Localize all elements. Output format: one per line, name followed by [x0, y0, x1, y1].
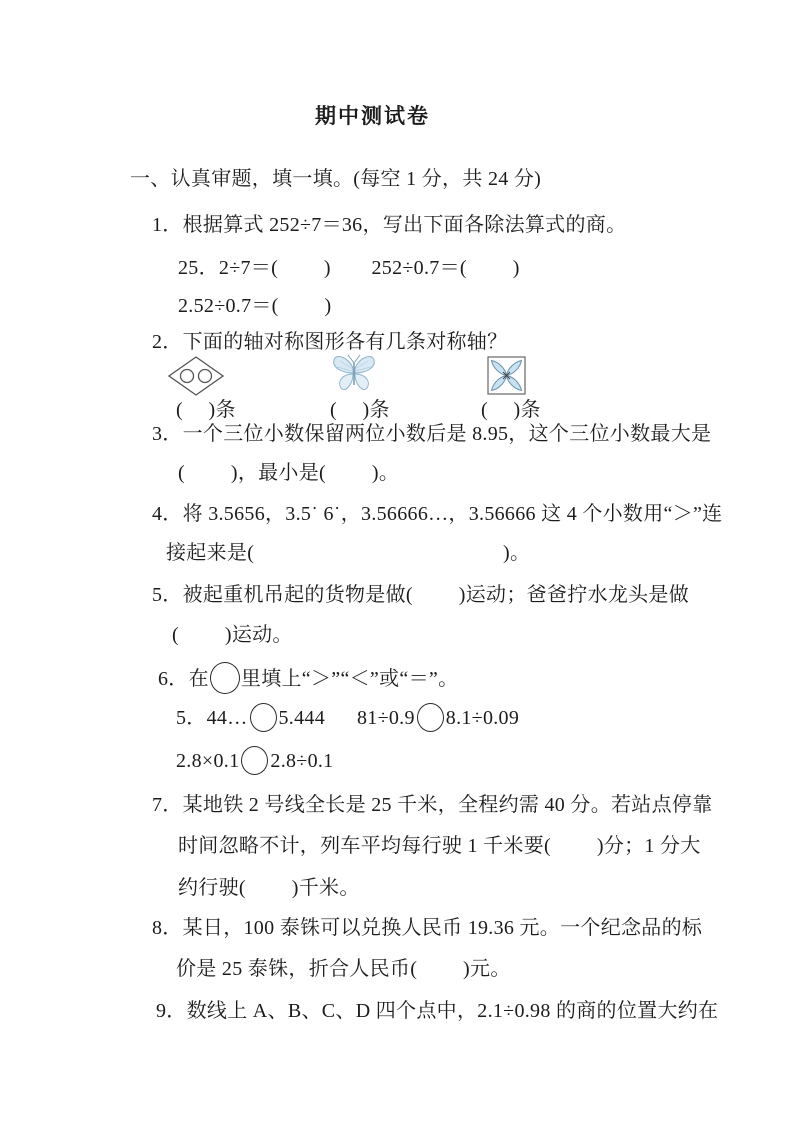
section-1-heading: 一、认真审题，填一填。(每空 1 分，共 24 分) [130, 168, 542, 190]
question-6-intro-pre: 6．在 [158, 668, 209, 690]
question-6-line-1 [158, 662, 458, 694]
question-7-line-1: 7．某地铁 2 号线全长是 25 千米，全程约需 40 分。若站点停靠 [152, 794, 713, 816]
question-5-line-2: ( )运动。 [172, 624, 293, 646]
symmetry-axes-answer-blank: ( )条 [176, 399, 236, 421]
comparison-right: 5.444 [278, 707, 325, 729]
question-8-line-1: 8．某日，100 泰铢可以兑换人民币 19.36 元。一个纪念品的标 [152, 917, 703, 939]
symmetry-axes-answer-blank: ( )条 [330, 399, 390, 421]
question-6-line-2 [176, 703, 519, 732]
question-1-line-3: 2.52÷0.7＝( ) [178, 295, 332, 317]
question-4-line-2: 接起来是( )。 [166, 542, 531, 564]
comparison-left: 5．44… [176, 707, 248, 729]
comparison-left: 2.8×0.1 [176, 750, 240, 772]
question-3-line-2: ( )，最小是( )。 [178, 462, 400, 484]
question-7-line-3: 约行驶( )千米。 [178, 877, 360, 899]
question-5-line-1: 5．被起重机吊起的货物是做( )运动；爸爸拧水龙头是做 [152, 584, 690, 606]
question-1-line-1: 1．根据算式 252÷7＝36，写出下面各除法算式的商。 [152, 214, 627, 236]
question-8-line-2: 价是 25 泰铢，折合人民币( )元。 [176, 958, 511, 980]
question-3-line-1: 3．一个三位小数保留两位小数后是 8.95，这个三位小数最大是 [152, 423, 712, 445]
comparison-right: 8.1÷0.09 [445, 707, 520, 729]
question-6-line-3 [176, 746, 333, 775]
symmetry-axes-answer-blank: ( )条 [481, 399, 541, 421]
question-6-intro-post: 里填上“＞”“＜”或“＝”。 [240, 668, 459, 690]
question-7-line-2: 时间忽略不计，列车平均每行驶 1 千米要( )分；1 分大 [178, 835, 701, 857]
question-2-line-1: 2．下面的轴对称图形各有几条对称轴？ [152, 331, 508, 353]
paper-title: 期中测试卷 [315, 104, 430, 128]
butterfly-icon [330, 352, 378, 400]
question-1-line-2: 25．2÷7＝( ) 252÷0.7＝( ) [178, 257, 520, 279]
comparison-right: 2.8÷0.1 [270, 750, 334, 772]
four-petal-flower-square-icon [487, 356, 527, 401]
question-4-line-1: 4．将 3.5656，3.5˙ 6˙，3.56666…，3.56666 这 4 个小数用“＞”连 [152, 503, 723, 525]
comparison-circle [250, 703, 277, 732]
comparison-circle [241, 746, 268, 775]
question-9-line-1: 9．数线上 A、B、C、D 四个点中，2.1÷0.98 的商的位置大约在 [156, 1000, 719, 1022]
comparison-left: 81÷0.9 [357, 707, 415, 729]
comparison-circle [210, 662, 240, 694]
comparison-circle [417, 703, 444, 732]
diamond-with-two-circles-icon [168, 356, 224, 401]
